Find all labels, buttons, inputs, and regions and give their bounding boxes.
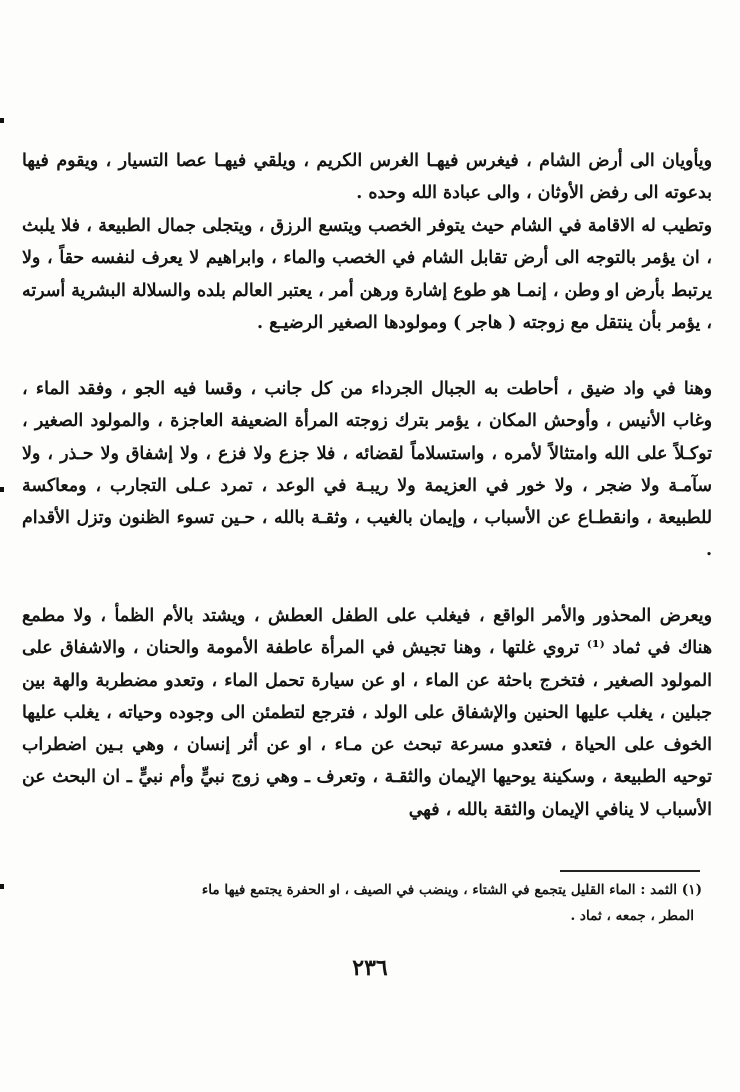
margin-mark [0,487,4,492]
page-number: ٢٣٦ [352,955,388,981]
margin-mark [0,118,4,123]
margin-mark [0,884,4,889]
paragraph-3: وهنا في واد ضيق ، أحاطت به الجبال الجرداء من كل جانب ، وقسا فيه الجو ، وفقد الماء ، وغاب الأنيس ، وأوحش المكان ، يؤمر بترك زوجته المرأة الضعيفة العاجزة ، والمولود الصغير ، توكـلاً على الله وامتثالاً لأمره ، واستسلاماً لقضائه ، فلا جزع ولا فزع ، ولا إشفاق ولا حـذر ، ولا سآمـة ولا ضجر ، ولا خور في العزيمة ولا ريبـة في الوعد ، تمرد عـلى التجارب ، ومعاكسة للطبيعة ، وانقطـاع عن الأسباب ، وإيمان بالغيب ، وثقـة بالله ، حـين تسوء الظنون وتزل الأقدام . [22,379,712,561]
paragraph-4: ويعرض المحذور والأمر الواقع ، فيغلب على الطفل العطش ، ويشتد بالأم الظمأ ، ولا مطمع هناك في ثماد ⁽¹⁾ تروي غلتها ، وهنا تجيش في المرأة عاطفة الأمومة والحنان ، والاشفاق على المولود الصغير ، فتخرج باحثة عن الماء ، او عن سيارة تحمل الماء ، وتعدو مضطربة والهة بين جبلين ، يغلب عليها الحنين والإشفاق على الولد ، فترجع لتطمئن الى وجوده وحياته ، يغلب عليها الخوف على الحياة ، فتعدو مسرعة تبحث عن مـاء ، او عن أثر إنسان ، وهي بـين اضطراب توحيه الطبيعة ، وسكينة يوحيها الإيمان والثقـة ، وتعرف ـ وهي زوج نبيٍّ وأم نبيٍّ ـ ان البحث عن الأسباب لا ينافي الإيمان والثقة بالله ، فهي [22,606,712,820]
footnote-divider [560,870,700,872]
footnote-line-2: المطر ، جمعه ، ثماد . [570,908,694,924]
paragraph-2: وتطيب له الاقامة في الشام حيث يتوفر الخصب ويتسع الرزق ، ويتجلى جمال الطبيعة ، فلا يلبث ، ان يؤمر بالتوجه الى أرض تقابل الشام في الخصب والماء ، وابراهيم لا يعرف لنفسه حقاً ، ولا يرتبط بأرض او وطن ، إنمـا هو طوع إشارة ورهن أمر ، يعتبر العالم بلده والسلالة البشرية أسرته ، يؤمر بأن ينتقل مع زوجته ( هاجر ) ومولودها الصغير الرضيـع . [22,216,712,333]
paragraph-1: ويأويان الى أرض الشام ، فيغرس فيهـا الغرس الكريم ، ويلقي فيهـا عصا التسيار ، ويقوم فيها بدعوته الى رفض الأوثان ، والى عبادة الله وحده . [22,151,712,204]
footnote-line-1: (١) الثمد : الماء القليل يتجمع في الشتاء ، وينضب في الصيف ، او الحفرة يجتمع فيها ماء [201,882,702,898]
footnote [60,877,702,929]
